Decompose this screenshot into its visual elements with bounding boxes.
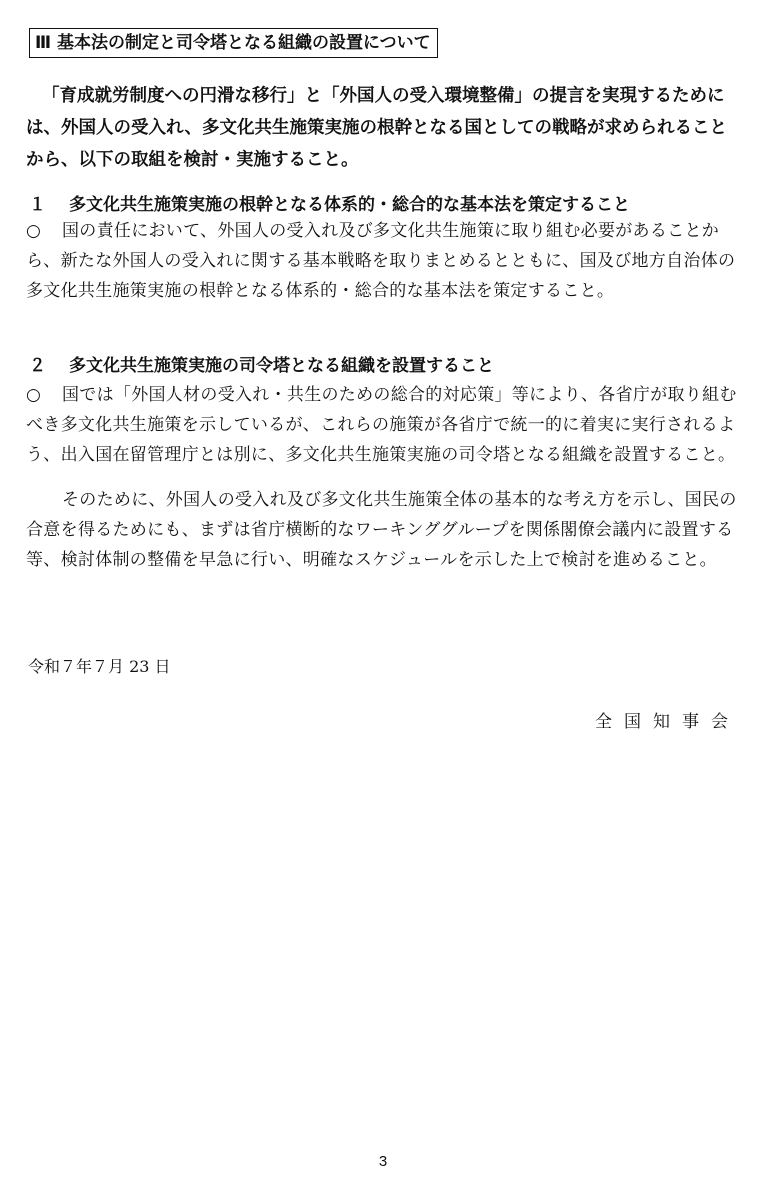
item-1-heading-text: 多文化共生施策実施の根幹となる体系的・総合的な基本法を策定すること [69, 195, 630, 215]
section-title: Ⅲ 基本法の制定と司令塔となる組織の設置について [29, 28, 438, 58]
item-1-heading [29, 193, 630, 217]
page-number: 3 [378, 1153, 388, 1170]
item-2-heading [29, 354, 494, 378]
item-2-body: 国では「外国人材の受入れ・共生のための総合的対応策」等により、各省庁が取り組むべき多文化共生施策を示しているが、これらの施策が各省庁で統一的に着実に実行されるよう、出入国在留管理庁とは別に、多文化共生施策実施の司令塔となる組織を設置すること。 [26, 385, 737, 465]
circle-bullet-icon: ○ [26, 221, 42, 241]
item-2-bullet-paragraph [26, 380, 742, 470]
item-2-number: ２ [29, 356, 46, 376]
item-1-bullet-paragraph [26, 216, 742, 306]
item-2-second-paragraph: そのために、外国人の受入れ及び多文化共生施策全体の基本的な考え方を示し、国民の合意を得るためにも、まずは省庁横断的なワーキンググループを関係閣僚会議内に設置する等、検討体制の整備を早急に行い、明確なスケジュールを示した上で検討を進めること。 [26, 490, 737, 570]
item-1-number: １ [29, 195, 46, 215]
intro-paragraph: 「育成就労制度への円滑な移行」と「外国人の受入環境整備」の提言を実現するためには、外国人の受入れ、多文化共生施策実施の根幹となる国としての戦略が求められることから、以下の取組を検討・実施すること。 [26, 86, 728, 170]
organization-name: 全国知事会 [595, 712, 740, 732]
document-date: 令和７年７月 23 日 [28, 657, 171, 676]
item-1-body: 国の責任において、外国人の受入れ及び多文化共生施策に取り組む必要があることから、新たな外国人の受入れに関する基本戦略を取りまとめるとともに、国及び地方自治体の多文化共生施策実施の根幹となる体系的・総合的な基本法を策定すること。 [26, 221, 736, 301]
circle-bullet-icon: ○ [26, 385, 42, 405]
item-2-heading-text: 多文化共生施策実施の司令塔となる組織を設置すること [69, 356, 494, 376]
